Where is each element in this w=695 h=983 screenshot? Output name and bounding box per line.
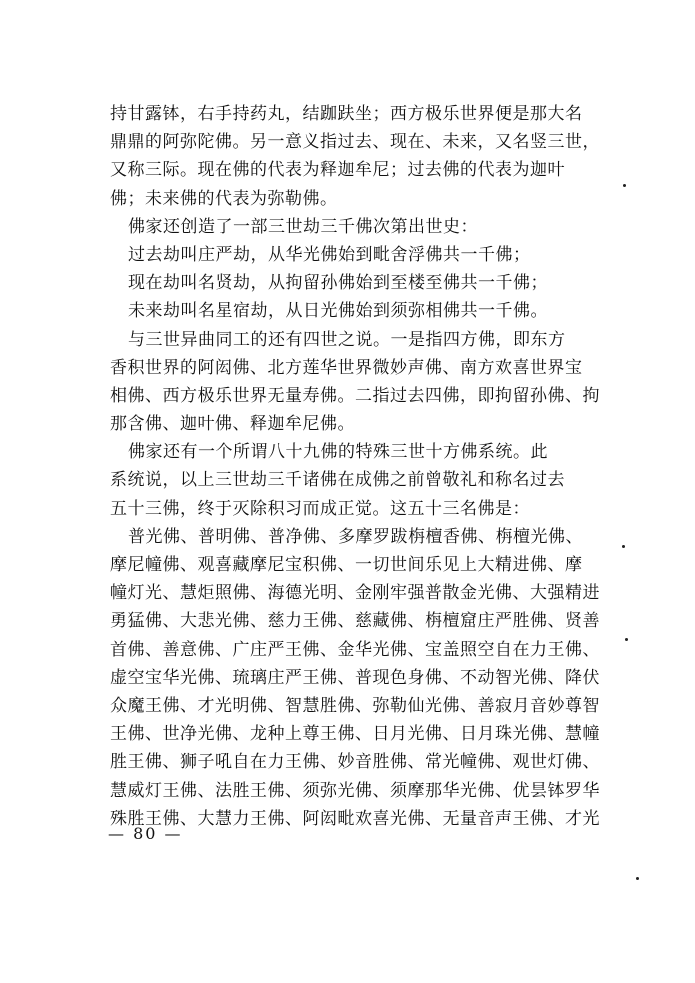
text-line: 普光佛、普明佛、普净佛、多摩罗跋栴檀香佛、栴檀光佛、 [128,526,583,547]
text-line: 摩尼幢佛、观喜藏摩尼宝积佛、一切世间乐见上大精进佛、摩 [110,555,583,575]
text-line: 王佛、世净光佛、龙种上尊王佛、日月光佛、日月珠光佛、慧幢 [110,724,600,745]
text-line: 佛家还创造了一部三世劫三千佛次第出世史： [128,216,478,237]
text-line: 那含佛、迦叶佛、释迦牟尼佛。 [110,414,355,435]
text-line: 与三世异曲同工的还有四世之说。一是指四方佛，即东方 [128,329,566,350]
scan-speck [623,184,626,187]
scan-speck [636,877,639,880]
text-line: 现在劫叫名贤劫，从拘留孙佛始到至楼至佛共一千佛； [128,273,548,294]
text-line: 幢灯光、慧炬照佛、海德光明、金刚牢强普散金光佛、大强精进 [110,583,600,604]
scan-speck [625,638,628,641]
text-line: 未来劫叫名星宿劫，从日光佛始到须弥相佛共一千佛。 [128,301,548,322]
text-line: 胜王佛、狮子吼自在力王佛、妙音胜佛、常光幢佛、观世灯佛、 [110,752,600,773]
text-line: 持甘露钵，右手持药丸，结跏趺坐；西方极乐世界便是那大名 [110,104,583,124]
page-number: — 80 — [108,824,183,843]
text-line: 五十三佛，终于灭除积习而成正觉。这五十三名佛是： [110,498,530,519]
text-line: 相佛、西方极乐世界无量寿佛。二指过去四佛，即拘留孙佛、拘 [110,385,600,406]
text-line: 过去劫叫庄严劫，从华光佛始到毗舍浮佛共一千佛； [128,244,531,265]
text-line: 鼎鼎的阿弥陀佛。另一意义指过去、现在、未来，又名竖三世， [110,132,600,153]
text-line: 又称三际。现在佛的代表为释迦牟尼；过去佛的代表为迦叶 [110,160,565,181]
text-line: 香积世界的阿闳佛、北方莲华世界微妙声佛、南方欢喜世界宝 [110,357,583,378]
text-line: 众魔王佛、才光明佛、智慧胜佛、弥勒仙光佛、善寂月音妙尊智 [110,695,600,716]
text-line: 佛；未来佛的代表为弥勒佛。 [110,188,338,209]
body-text [110,100,600,833]
text-line: 勇猛佛、大悲光佛、慈力王佛、慈藏佛、栴檀窟庄严胜佛、贤善 [110,611,600,632]
text-line: 系统说，以上三世劫三千诸佛在成佛之前曾敬礼和称名过去 [110,470,565,491]
text-line: 首佛、善意佛、广庄严王佛、金华光佛、宝盖照空自在力王佛、 [110,639,600,660]
text-line: 虚空宝华光佛、琉璃庄严王佛、普现色身佛、不动智光佛、降伏 [110,667,600,688]
text-line: 殊胜王佛、大慧力王佛、阿闳毗欢喜光佛、无量音声王佛、才光 [110,808,600,829]
scan-speck [622,545,625,548]
text-line: 佛家还有一个所谓八十九佛的特殊三世十方佛系统。此 [128,442,548,463]
text-line: 慧威灯王佛、法胜王佛、须弥光佛、须摩那华光佛、优昙钵罗华 [110,780,600,801]
